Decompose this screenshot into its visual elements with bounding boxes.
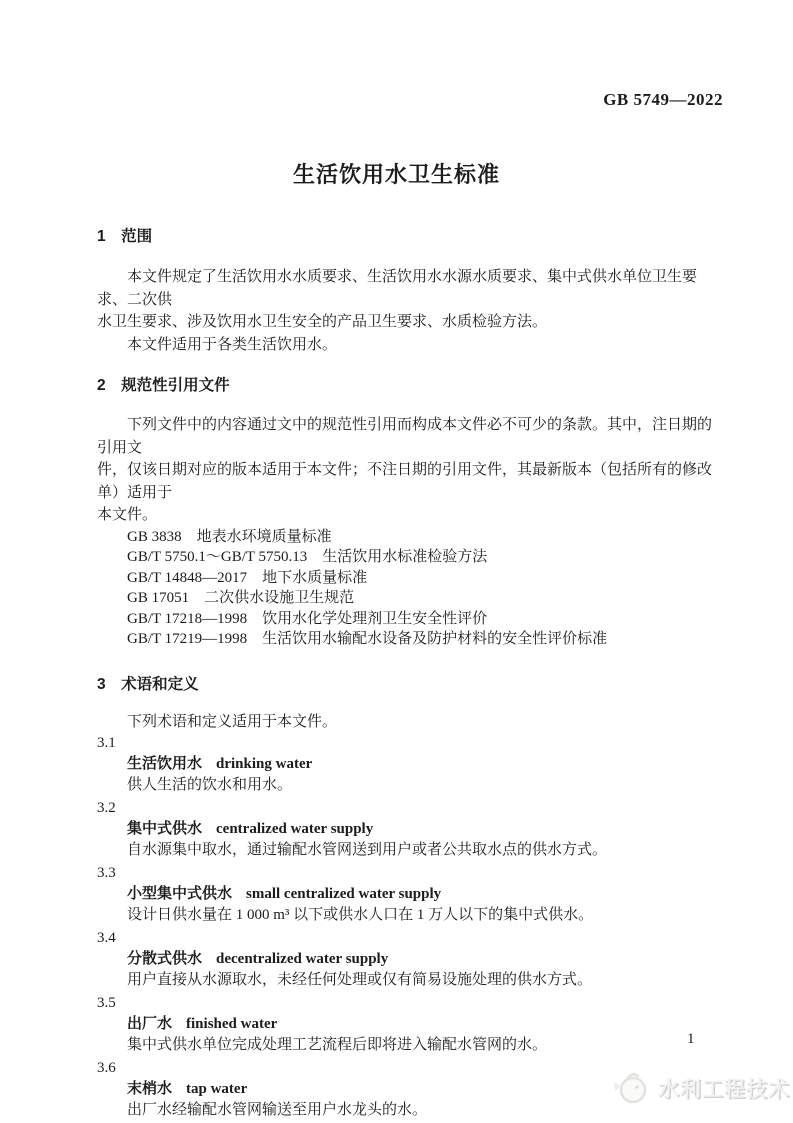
term-en: decentralized water supply — [216, 950, 389, 967]
term-number: 3.1 — [97, 734, 116, 751]
reference-item: GB/T 17219—1998 生活饮用水输配水设备及防护材料的安全性评价标准 — [127, 631, 608, 647]
publisher-watermark — [608, 1068, 790, 1108]
term-definition: 设计日供水量在 1 000 m³ 以下或供水人口在 1 万人以下的集中式供水。 — [127, 906, 594, 923]
term-number: 3.5 — [97, 994, 116, 1011]
scope-paragraph-line: 本文件规定了生活饮用水水质要求、生活饮用水水源水质要求、集中式供水单位卫生要求、二次供 — [97, 269, 698, 308]
terms-intro: 下列术语和定义适用于本文件。 — [127, 713, 338, 730]
term-zh: 集中式供水 — [127, 820, 203, 837]
reference-item: GB/T 5750.1～GB/T 5750.13 生活饮用水标准检验方法 — [127, 549, 488, 565]
normative-refs-paragraph-line: 件，仅该日期对应的版本适用于本文件；不注日期的引用文件，其最新版本（包括所有的修改单）适用于 — [97, 462, 713, 501]
reference-item: GB 3838 地表水环境质量标准 — [127, 528, 332, 545]
term-zh: 分散式供水 — [127, 950, 203, 967]
reference-item: GB 17051 二次供水设施卫生规范 — [127, 590, 355, 606]
reference-item: GB/T 14848—2017 地下水质量标准 — [127, 569, 368, 586]
term-number: 3.4 — [97, 929, 116, 946]
term-title — [127, 754, 713, 775]
publisher-watermark-text: 水利工程技术 — [658, 1078, 790, 1101]
term-number: 3.6 — [97, 1059, 116, 1076]
term-en: small centralized water supply — [246, 885, 442, 902]
term-item — [97, 798, 713, 861]
terms-list — [97, 733, 713, 1121]
term-zh: 小型集中式供水 — [127, 885, 233, 902]
scope-paragraph-line: 本文件适用于各类生活饮用水。 — [127, 336, 338, 353]
term-title — [127, 1014, 713, 1035]
term-definition: 用户直接从水源取水，未经任何处理或仅有简易设施处理的供水方式。 — [127, 971, 593, 988]
reference-list — [97, 527, 713, 650]
term-en: drinking water — [216, 755, 313, 772]
term-zh: 出厂水 — [127, 1015, 173, 1032]
normative-refs-paragraph-line: 下列文件中的内容通过文中的规范性引用而构成本文件必不可少的条款。其中，注日期的引用文 — [97, 417, 713, 456]
term-en: tap water — [186, 1080, 248, 1097]
document-body — [97, 222, 713, 1123]
term-item — [97, 993, 713, 1056]
page-number: 1 — [687, 1031, 695, 1047]
document-title: 生活饮用水卫生标准 — [292, 162, 500, 187]
section-2-heading: 2 规范性引用文件 — [97, 377, 230, 394]
term-number: 3.3 — [97, 864, 116, 881]
term-item — [97, 733, 713, 796]
term-en: centralized water supply — [216, 820, 374, 837]
term-definition: 供人生活的饮水和用水。 — [127, 776, 293, 793]
normative-refs-paragraph-line: 本文件。 — [97, 507, 158, 523]
standard-code: GB 5749—2022 — [603, 90, 723, 109]
section-1-heading: 1 范围 — [97, 228, 153, 245]
term-item — [97, 863, 713, 926]
term-definition: 出厂水经输配水管网输送至用户水龙头的水。 — [127, 1101, 428, 1118]
term-number: 3.2 — [97, 799, 116, 816]
term-title — [127, 949, 713, 970]
scope-paragraph-line: 水卫生要求、涉及饮用水卫生安全的产品卫生要求、水质检验方法。 — [97, 314, 548, 330]
term-title — [127, 819, 713, 840]
term-zh: 生活饮用水 — [127, 755, 203, 772]
term-item — [97, 928, 713, 991]
term-title — [127, 884, 713, 905]
publisher-logo-icon — [608, 1068, 652, 1108]
term-definition: 集中式供水单位完成处理工艺流程后即将进入输配水管网的水。 — [127, 1036, 548, 1053]
section-3-heading: 3 术语和定义 — [97, 675, 199, 693]
term-en: finished water — [186, 1015, 278, 1032]
term-definition: 自水源集中取水，通过输配水管网送到用户或者公共取水点的供水方式。 — [127, 841, 608, 858]
reference-item: GB/T 17218—1998 饮用水化学处理剂卫生安全性评价 — [127, 610, 488, 627]
term-zh: 末梢水 — [127, 1080, 173, 1097]
